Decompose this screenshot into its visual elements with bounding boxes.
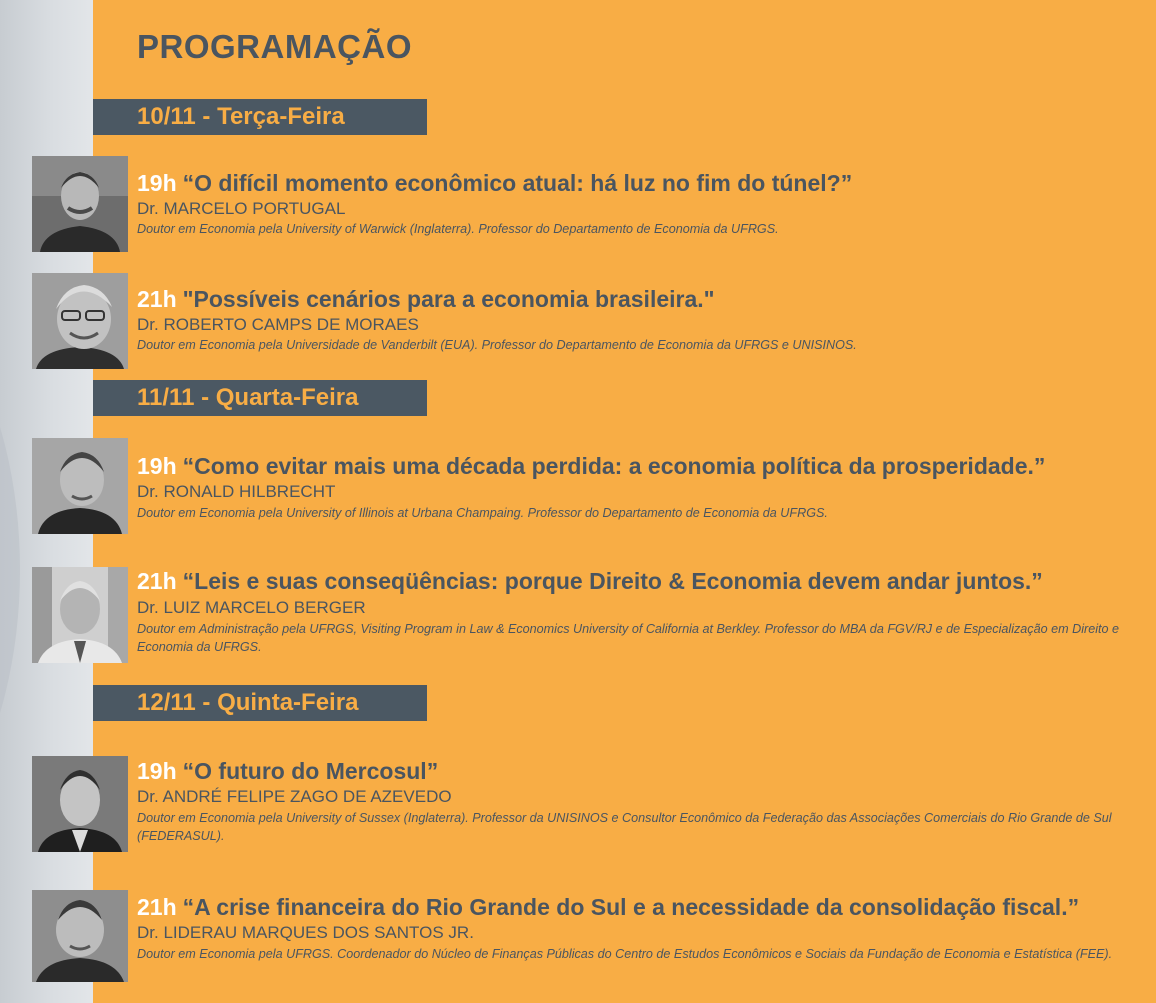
talk-title-line	[137, 568, 1043, 595]
speaker-bio: Doutor em Economia pela University of Warwick (Inglaterra). Professor do Departamento de Economia da UFRGS.	[137, 222, 779, 236]
talk-time: 21h	[137, 894, 177, 920]
speaker-name: Dr. ROBERTO CAMPS DE MORAES	[137, 315, 419, 334]
speaker-name: Dr. ANDRÉ FELIPE ZAGO DE AZEVEDO	[137, 787, 452, 806]
speaker-photo-ronald-hilbrecht	[32, 438, 128, 534]
speaker-name: Dr. LUIZ MARCELO BERGER	[137, 598, 366, 617]
talk-title-line	[137, 170, 852, 197]
talk-title: “Leis e suas conseqüências: porque Direito & Economia devem andar juntos.”	[182, 568, 1043, 594]
speaker-photo-luiz-marcelo-berger	[32, 567, 128, 663]
day-header-1011: 10/11 - Terça-Feira	[93, 99, 427, 135]
page-title: PROGRAMAÇÃO	[137, 28, 412, 65]
talk-title-line	[137, 894, 1079, 921]
talk-title: "Possíveis cenários para a economia brasileira."	[182, 286, 715, 312]
talk-time: 21h	[137, 286, 177, 312]
day-header-1211: 12/11 - Quinta-Feira	[93, 685, 427, 721]
talk-title-line	[137, 453, 1045, 480]
talk-title: “O futuro do Mercosul”	[182, 758, 439, 784]
talk-title: “O difícil momento econômico atual: há luz no fim do túnel?”	[182, 170, 853, 196]
speaker-bio: Doutor em Economia pela UFRGS. Coordenador do Núcleo de Finanças Públicas do Centro de Estudos Econômicos e Sociais da Fundação de Economia e Estatística (FEE).	[137, 947, 1113, 961]
talk-title-line	[137, 286, 715, 313]
decorative-arc	[0, 250, 20, 890]
talk-title: “Como evitar mais uma década perdida: a economia política da prosperidade.”	[182, 453, 1046, 479]
talk-time: 19h	[137, 453, 177, 479]
speaker-photo-marcelo-portugal	[32, 156, 128, 252]
speaker-name: Dr. LIDERAU MARQUES DOS SANTOS JR.	[137, 923, 474, 942]
speaker-name: Dr. RONALD HILBRECHT	[137, 482, 336, 501]
talk-time: 21h	[137, 568, 177, 594]
speaker-photo-roberto-camps	[32, 273, 128, 369]
speaker-bio: Doutor em Economia pela Universidade de Vanderbilt (EUA). Professor do Departamento de Economia da UFRGS e UNISINOS.	[137, 338, 857, 352]
speaker-photo-andre-zago	[32, 756, 128, 852]
talk-time: 19h	[137, 170, 177, 196]
day-header-1111: 11/11 - Quarta-Feira	[93, 380, 427, 416]
talk-title-line	[137, 758, 438, 785]
talk-time: 19h	[137, 758, 177, 784]
speaker-photo-liderau-santos	[32, 890, 128, 982]
speaker-bio: Doutor em Economia pela University of Sussex (Inglaterra). Professor da UNISINOS e Consultor Econômico da Federação das Associações Comerciais do Rio Grande de Sul (FEDERASUL).	[137, 811, 1112, 843]
speaker-name: Dr. MARCELO PORTUGAL	[137, 199, 346, 218]
speaker-bio: Doutor em Economia pela University of Illinois at Urbana Champaing. Professor do Departamento de Economia da UFRGS.	[137, 506, 828, 520]
talk-title: “A crise financeira do Rio Grande do Sul e a necessidade da consolidação fiscal.”	[182, 894, 1080, 920]
speaker-bio: Doutor em Administração pela UFRGS, Visiting Program in Law & Economics University of California at Berkley. Professor do MBA da FGV/RJ e de Especialização em Direito e Economia da UFRGS.	[137, 622, 1119, 654]
